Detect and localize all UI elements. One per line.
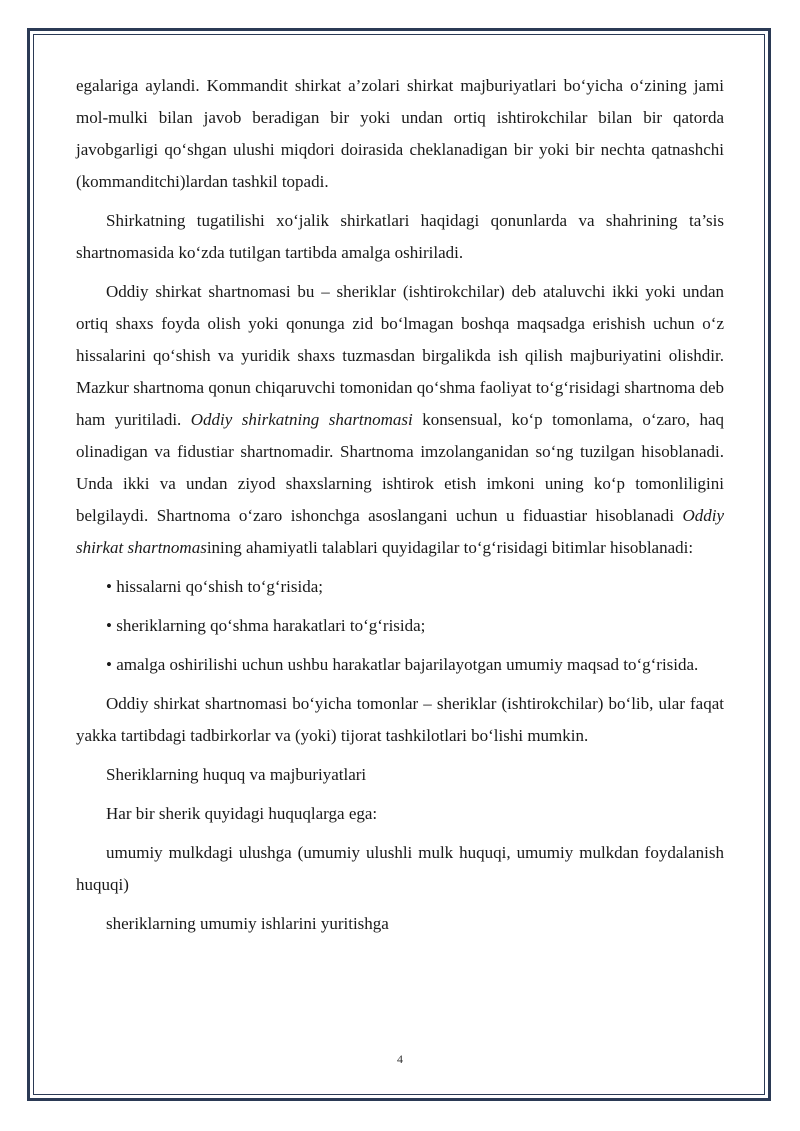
paragraph-text: Oddiy shirkat shartnomasi bu – sheriklar (ishtirokchilar) deb ataluvchi ikki yoki undan ortiq shaxs foyda olish yoki qonunga zid bo‘lmagan boshqa maqsadga erishish uchun o‘z hissalarini qo‘shish va yuridik shaxs tuzmasdan birgalikda ish qilish majburiyatini olishdir. Mazkur shartnoma qonun chiqaruvchi tomonidan qo‘shma faoliyat to‘g‘risidagi shartnoma deb ham yuritiladi. <box>76 282 724 429</box>
paragraph-tomonlar: Oddiy shirkat shartnomasi bo‘yicha tomonlar – sheriklar (ishtirokchilar) bo‘lib, ular faqat yakka tartibdagi tadbirkorlar va (yoki) tijorat tashkilotlari bo‘lishi mumkin. <box>76 694 724 745</box>
section-heading: Sheriklarning huquq va majburiyatlari <box>106 765 367 784</box>
paragraph-tugatilishi: Shirkatning tugatilishi xo‘jalik shirkatlari haqidagi qonunlarda va shahrining ta’sis shartnomasida ko‘zda tutilgan tartibda amalga oshiriladi. <box>76 211 724 262</box>
paragraph-ishlar: sheriklarning umumiy ishlarini yuritishga <box>106 914 389 933</box>
bullet-item: • hissalarni qo‘shish to‘g‘risida; <box>106 577 324 596</box>
paragraph-kommandit: egalariga aylandi. Kommandit shirkat a’zolari shirkat majburiyatlari bo‘yicha o‘zining jami mol-mulki bilan javob beradigan bir yoki undan ortiq ishtirokchilar bilan bir qatorda javobgarligi qo‘shgan ulushi miqdori doirasida cheklanadigan bir yoki bir nechta qatnashchi (kommanditchi)lardan tashkil topadi. <box>76 76 724 191</box>
paragraph-ulush: umumiy mulkdagi ulushga (umumiy ulushli mulk huquqi, umumiy mulkdan foydalanish huquqi) <box>76 843 724 894</box>
document-body <box>76 70 724 947</box>
emphasis-text: Oddiy shirkat shartnomas <box>76 506 724 557</box>
paragraph-text: ining ahamiyatli talablari quyidagilar to‘g‘risidagi bitimlar hisoblanadi: <box>206 538 694 557</box>
emphasis-text: Oddiy shirkatning shartnomasi <box>190 410 413 429</box>
bullet-item: • amalga oshirilishi uchun ushbu harakatlar bajarilayotgan umumiy maqsad to‘g‘risida. <box>106 655 699 674</box>
bullet-item: • sheriklarning qo‘shma harakatlari to‘g‘risida; <box>106 616 426 635</box>
paragraph-huquqlar: Har bir sherik quyidagi huquqlarga ega: <box>106 804 378 823</box>
paragraph-text: konsensual, ko‘p tomonlama, o‘zaro, haq olinadigan va fidustiar shartnomadir. Shartnoma imzolanganidan so‘ng tuzilgan hisoblanadi. Unda ikki va undan ziyod shaxslarning ishtirok etish imkoni uning ko‘p tomonliligini belgilaydi. Shartnoma o‘zaro ishonchga asoslangani uchun u fiduastiar hisoblanadi <box>76 410 725 525</box>
paragraph-oddiy-shirkat <box>76 276 724 564</box>
page-number: 4 <box>397 1052 403 1066</box>
